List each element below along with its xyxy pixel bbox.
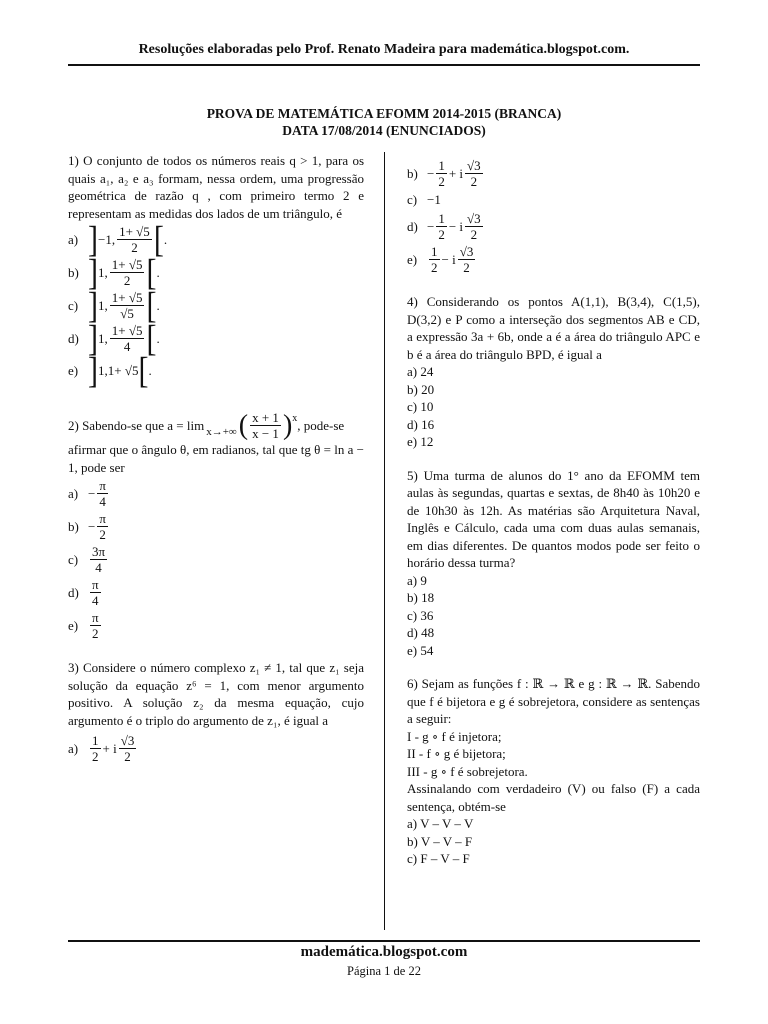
option-label: e) (407, 251, 418, 267)
option-label: b) (68, 518, 79, 534)
q5-option-e: e) 54 (407, 642, 434, 658)
q6-sentence-3: III - g ∘ f é sobrejetora. (407, 763, 528, 779)
q5-option-c: c) 36 (407, 607, 434, 623)
frac-num: 3π (92, 544, 106, 559)
q4-option-a: a) 24 (407, 364, 434, 379)
option-label: a) (68, 485, 79, 501)
q2-text: 2) Sabendo-se que a = lim x→+∞ ( $\frac{x + 1}{x - 1}$ ) $^x$ , pode-se (68, 409, 345, 441)
q6-sentence-2: II - f ∘ g é bijetora; (407, 746, 506, 761)
q6-text-cont: Assinalando com verdadeiro (V) ou falso (F) a cada sentença, obtém-se (407, 781, 700, 814)
sign: − (427, 165, 435, 181)
frac-num: √3 (467, 158, 481, 173)
frac-num: π (92, 577, 99, 592)
q2-option-d (68, 577, 364, 608)
q1-option-b: b) ] 1, $\frac{1+ √5}{2}$ [ . (68, 251, 160, 293)
frac-den: 2 (470, 227, 478, 242)
frac-num: 1 (92, 733, 99, 748)
q5-option-b: b) 18 (407, 590, 435, 605)
q2-option-e (68, 610, 364, 641)
frac-num: √3 (467, 211, 481, 226)
frac-num: √3 (459, 244, 474, 259)
footer-site: mademática.blogspot.com (300, 944, 468, 960)
frac-den: 4 (92, 593, 99, 608)
option-value: −1 (427, 192, 441, 208)
interval-lead: −1, (98, 231, 116, 247)
left-column (68, 152, 364, 766)
option-label: c) (68, 551, 79, 567)
frac-num: 1+ √5 (119, 224, 150, 239)
q3-option-c (407, 191, 700, 209)
interval-tail: . (163, 231, 168, 247)
q3-option-a (68, 733, 364, 764)
frac-num: 1+ √5 (111, 323, 143, 338)
frac-den: 2 (131, 240, 138, 255)
q4-option-d: d) 16 (407, 416, 435, 432)
q3-text: 3) Considere o número complexo z₁ ≠ 1, tal que z₁ seja solução da equação z⁶ = 1, com menor argumento positivo. A solução z₂ da mesma equação, cujo argumento é o triplo do argumento de z₁, é igual a (68, 660, 364, 728)
interval-lead: 1, (98, 297, 108, 313)
frac-den: 2 (438, 227, 445, 242)
q2-text-cont: afirmar que o ângulo θ, em radianos, tal que tg θ = ln a − 1, pode ser (68, 442, 364, 475)
frac-num: π (99, 511, 106, 526)
title-line-2: DATA 17/08/2014 (ENUNCIADOS) (282, 123, 486, 138)
q1-options (68, 218, 364, 391)
q1-option-e: e) ] 1,1+ √5 [ . (68, 349, 152, 391)
q5-option-a: a) 9 (407, 572, 427, 588)
frac-den: 2 (92, 749, 99, 764)
lim-subscript: x→+∞ (206, 425, 237, 438)
exam-title (68, 105, 700, 139)
q2-lead: 2) Sabendo-se que a = lim (68, 417, 205, 433)
q5-text: 5) Uma turma de alunos do 1° ano da EFOMM tem aulas às segundas, quartas e sextas, de 8h40 às 10h20 e de 10h30 às 12h. As matérias são Arquitetura Naval, Inglês e Cálculo, cada uma com duas aulas semanais, em dias diferentes. De quantos modos pode ser feito o horário dessa turma? (407, 467, 700, 570)
interval-tail: . (148, 363, 152, 379)
q4-option-b: b) 20 (407, 381, 435, 397)
frac-den: 4 (123, 339, 131, 354)
q6-option-b: b) V – V – F (407, 833, 473, 849)
option-label: e) (68, 363, 79, 379)
q1-option-c: c) ] 1, $\frac{1+ √5}{√5}$ [ . (68, 284, 160, 326)
frac-den: 2 (99, 527, 106, 542)
q4-text: 4) Considerando os pontos A(1,1), B(3,4), C(1,5), D(3,2) e P como a interseção dos segmentos AB e CD, a expressão 3a + 6b, onde a é a área do triângulo APC e b é a área do triângulo BPD, é igual a (407, 294, 700, 362)
frac-num: 1 (431, 244, 438, 259)
option-label: c) (68, 297, 79, 313)
q4-option-c: c) 10 (407, 399, 434, 414)
interval-lead: 1, (98, 330, 108, 346)
q3-option-d (407, 211, 700, 242)
q2-options (68, 478, 364, 641)
frac-num: 1 (438, 211, 445, 226)
frac-den: 4 (99, 494, 106, 509)
q6-option-c: c) F – V – F (407, 851, 470, 866)
interval-tail: . (156, 264, 160, 280)
q2-option-b (68, 511, 364, 542)
option-label: a) (68, 740, 79, 756)
option-label: b) (68, 264, 79, 280)
sign: − (427, 218, 435, 234)
frac-den: 2 (438, 174, 445, 189)
frac-den: √5 (120, 306, 134, 321)
sign: − (88, 518, 96, 534)
frac-num: 1 (438, 158, 445, 173)
title-line-1: PROVA DE MATEMÁTICA EFOMM 2014-2015 (BRANCA) (206, 106, 562, 121)
q3-option-e (407, 244, 700, 275)
footer-rule (68, 940, 700, 942)
frac-den: 2 (463, 260, 470, 275)
imag-part: − i (441, 251, 456, 267)
option-label: c) (407, 192, 418, 208)
column-divider (384, 152, 385, 930)
imag-part: + i (102, 740, 117, 756)
frac-num: √3 (120, 733, 135, 748)
frac-den: 4 (95, 560, 102, 575)
frac-den: 2 (470, 174, 478, 189)
frac-num: x + 1 (252, 410, 279, 425)
q2-tail: , pode-se (297, 417, 345, 433)
header-rule (68, 64, 700, 66)
frac-den: 2 (124, 749, 131, 764)
option-label: d) (68, 330, 79, 346)
page-number: Página 1 de 22 (347, 964, 421, 978)
option-label: a) (68, 231, 79, 247)
option-label: d) (68, 584, 79, 600)
option-label: d) (407, 218, 418, 234)
frac-num: π (92, 610, 99, 625)
frac-num: π (99, 478, 106, 493)
frac-num: 1+ √5 (111, 290, 143, 305)
frac-num: 1+ √5 (111, 257, 143, 272)
q4-option-e: e) 12 (407, 434, 434, 449)
q6-option-a: a) V – V – V (407, 816, 474, 831)
frac-den: 2 (92, 626, 99, 641)
frac-den: 2 (123, 273, 131, 288)
q2-option-c (68, 544, 364, 575)
q1-option-a: a) ] −1, $\frac{1+ √5}{2}$ [ . (68, 218, 168, 260)
q1-option-d: d) ] 1, $\frac{1+ √5}{4}$ [ . (68, 317, 160, 359)
q1-text: 1) O conjunto de todos os números reais q > 1, para os quais a₁, a₂ e a₃ formam, nessa ordem, uma progressão geométrica de razão q , com primeiro termo 2 e representam as medidas dos lados de um triângulo, é (68, 153, 364, 221)
exponent: x (292, 413, 298, 424)
right-column (407, 156, 700, 868)
q2-option-a (68, 478, 364, 509)
q5-option-d: d) 48 (407, 625, 435, 640)
q3-option-b (407, 158, 700, 189)
interval-lead: 1, (98, 264, 108, 280)
option-label: e) (68, 617, 79, 633)
frac-den: x − 1 (252, 426, 279, 441)
q6-sentence-1: I - g ∘ f é injetora; (407, 728, 502, 744)
interval-tail: . (156, 330, 160, 346)
option-label: b) (407, 165, 418, 181)
interval-tail: . (156, 297, 160, 313)
frac-den: 2 (431, 260, 438, 275)
page-header: Resoluções elaboradas pelo Prof. Renato Madeira para mademática.blogspot.com. (138, 42, 630, 57)
interval-lead: 1,1+ √5 (98, 363, 139, 379)
imag-part: − i (448, 218, 464, 234)
imag-part: + i (448, 165, 464, 181)
sign: − (88, 485, 96, 501)
q6-text: 6) Sejam as funções f : ℝ → ℝ e g : ℝ → ℝ. Sabendo que f é bijetora e g é sobrejetora, considere as sentenças a seguir: (407, 676, 700, 726)
